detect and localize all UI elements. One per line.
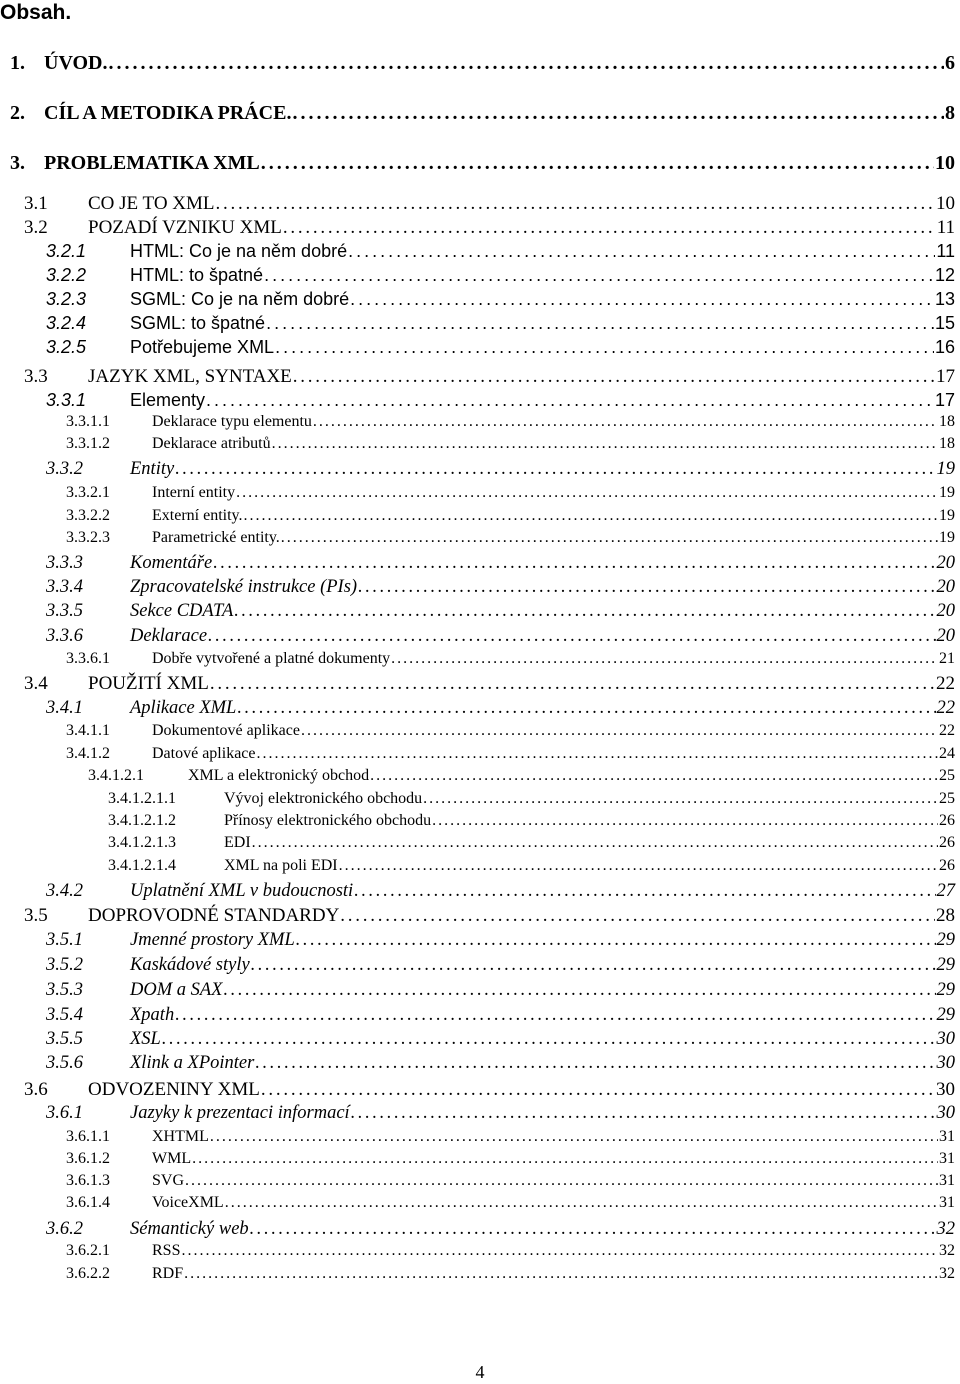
toc-entry-title: DOM a SAX xyxy=(130,980,223,1000)
toc-dot-leader xyxy=(301,722,938,740)
toc-entry[interactable] xyxy=(46,930,955,951)
page-title: Obsah. xyxy=(0,1,72,24)
toc-entry-title: Jazyky k prezentaci informací xyxy=(130,1103,350,1123)
toc-entry-number: 3.4.1 xyxy=(46,698,83,718)
toc-entry[interactable] xyxy=(108,834,955,852)
toc-entry-page: 30 xyxy=(936,1079,955,1100)
toc-dot-leader xyxy=(292,102,944,125)
toc-entry[interactable] xyxy=(46,698,955,719)
toc-dot-leader xyxy=(348,241,935,262)
toc-entry-number: 3.3.4 xyxy=(46,577,83,597)
toc-entry-title: Aplikace XML xyxy=(130,698,237,718)
toc-entry-page: 16 xyxy=(934,337,955,357)
toc-entry-number: 3.2 xyxy=(24,217,48,238)
toc-entry-page: 20 xyxy=(936,553,955,573)
toc-entry-number: 3.6.1.1 xyxy=(66,1128,110,1145)
toc-dot-leader xyxy=(296,930,936,951)
toc-entry-page: 26 xyxy=(939,834,955,851)
toc-dot-leader xyxy=(255,1053,935,1074)
toc-entry-number: 3.6.2 xyxy=(46,1219,83,1239)
toc-entry-title: SGML: to špatné xyxy=(130,313,266,333)
toc-entry-number: 3.3.2 xyxy=(46,459,83,479)
toc-entry[interactable] xyxy=(46,1053,955,1074)
toc-entry-title: Interní entity xyxy=(152,484,236,501)
toc-dot-leader xyxy=(162,1029,936,1050)
toc-entry-number: 3.3 xyxy=(24,366,48,387)
toc-entry-title: Přínosy elektronického obchodu xyxy=(224,812,432,829)
toc-entry-number: 3.5.3 xyxy=(46,980,83,1000)
toc-entry-number: 3.6.2.1 xyxy=(66,1242,110,1259)
toc-dot-leader xyxy=(184,1265,938,1283)
toc-entry-page: 13 xyxy=(934,289,955,309)
toc-entry-title: HTML: to špatné xyxy=(130,265,264,285)
toc-entry[interactable] xyxy=(66,529,955,547)
toc-entry[interactable] xyxy=(24,673,955,695)
toc-entry[interactable] xyxy=(46,955,955,976)
toc-entry-number: 3.4.1.2.1.2 xyxy=(108,812,176,829)
toc-entry-number: 3.4.1.2.1.1 xyxy=(108,790,176,807)
toc-dot-leader xyxy=(339,857,938,875)
toc-entry-number: 3.3.1.2 xyxy=(66,435,110,452)
toc-dot-leader xyxy=(272,435,938,453)
toc-entry-title: Deklarace xyxy=(130,626,208,646)
toc-entry-number: 3.5.2 xyxy=(46,955,83,975)
toc-entry-page: 30 xyxy=(936,1029,955,1049)
toc-entry-title: RDF xyxy=(152,1265,184,1282)
toc-dot-leader xyxy=(181,1242,938,1260)
toc-dot-leader xyxy=(109,52,945,75)
toc-dot-leader xyxy=(293,366,935,388)
toc-entry-number: 3.3.6.1 xyxy=(66,650,110,667)
toc-entry-page: 32 xyxy=(939,1242,955,1259)
toc-entry-number: 3.4.1.2.1.3 xyxy=(108,834,176,851)
toc-entry-title: Deklarace atributů xyxy=(152,435,271,452)
toc-entry-title: Vývoj elektronického obchodu xyxy=(224,790,423,807)
toc-entry-number: 3.4.2 xyxy=(46,881,83,901)
toc-entry-page: 17 xyxy=(934,390,955,410)
toc-entry-number: 3.6 xyxy=(24,1079,48,1100)
toc-entry-page: 22 xyxy=(936,698,955,718)
toc-entry-page: 10 xyxy=(935,152,955,174)
toc-entry[interactable] xyxy=(10,102,955,125)
toc-entry[interactable] xyxy=(66,1128,955,1146)
toc-entry[interactable] xyxy=(24,1079,955,1101)
toc-entry[interactable] xyxy=(66,484,955,502)
toc-dot-leader xyxy=(210,673,935,695)
toc-entry-number: 3.2.5 xyxy=(46,337,87,357)
toc-entry-title: Dobře vytvořené a platné dokumenty xyxy=(152,650,391,667)
toc-entry-page: 8 xyxy=(945,102,955,124)
toc-entry-page: 25 xyxy=(939,790,955,807)
toc-entry-title: Uplatnění XML v budoucnosti xyxy=(130,881,354,901)
toc-entry-title: XHTML xyxy=(152,1128,209,1145)
toc-entry[interactable] xyxy=(46,337,955,358)
toc-dot-leader xyxy=(236,484,938,502)
toc-entry-number: 3.5.1 xyxy=(46,930,83,950)
toc-entry-page: 26 xyxy=(939,857,955,874)
toc-dot-leader xyxy=(213,553,935,574)
toc-entry-number: 3.2.1 xyxy=(46,241,87,261)
toc-entry[interactable] xyxy=(108,857,955,875)
toc-entry-number: 3.3.2.1 xyxy=(66,484,110,501)
toc-entry[interactable] xyxy=(46,626,955,647)
toc-entry[interactable] xyxy=(24,217,955,239)
toc-dot-leader xyxy=(266,313,934,334)
toc-dot-leader xyxy=(208,626,935,647)
toc-entry-title: Elementy xyxy=(130,390,206,410)
toc-entry-page: 19 xyxy=(939,529,955,546)
toc-dot-leader xyxy=(275,337,934,358)
toc-entry-page: 12 xyxy=(934,265,955,285)
toc-dot-leader xyxy=(225,1194,938,1212)
toc-entry-number: 3.5.6 xyxy=(46,1053,83,1073)
toc-entry[interactable] xyxy=(10,52,955,75)
toc-dot-leader xyxy=(370,767,938,785)
toc-entry-number: 3.6.2.2 xyxy=(66,1265,110,1282)
toc-dot-leader xyxy=(313,413,938,431)
toc-entry[interactable] xyxy=(24,193,955,215)
toc-entry-page: 10 xyxy=(936,193,955,214)
toc-entry-title: DOPROVODNÉ STANDARDY xyxy=(88,905,340,926)
toc-entry-number: 3.2.3 xyxy=(46,289,87,309)
toc-dot-leader xyxy=(210,1128,938,1146)
toc-entry[interactable] xyxy=(66,507,955,525)
toc-entry-number: 3.6.1.4 xyxy=(66,1194,110,1211)
toc-entry-page: 18 xyxy=(939,435,955,452)
toc-entry-title: ODVOZENINY XML xyxy=(88,1079,260,1100)
toc-entry-page: 17 xyxy=(936,366,955,387)
toc-entry[interactable] xyxy=(46,241,955,262)
toc-entry-title: Parametrické entity. xyxy=(152,529,280,546)
toc-entry-page: 22 xyxy=(939,722,955,739)
toc-entry-page: 31 xyxy=(939,1150,955,1167)
toc-entry-title: Potřebujeme XML xyxy=(130,337,275,357)
toc-dot-leader xyxy=(223,980,935,1001)
toc-entry-title: SVG xyxy=(152,1172,185,1189)
toc-entry-title: POZADÍ VZNIKU XML xyxy=(88,217,282,238)
toc-dot-leader xyxy=(340,905,935,927)
toc-dot-leader xyxy=(252,834,938,852)
toc-entry-title: XML na poli EDI xyxy=(224,857,338,874)
toc-entry-title: RSS xyxy=(152,1242,181,1259)
toc-entry-title: Kaskádové styly xyxy=(130,955,250,975)
toc-entry-number: 3.2.4 xyxy=(46,313,87,333)
toc-entry[interactable] xyxy=(46,881,955,902)
toc-entry-title: EDI xyxy=(224,834,251,851)
toc-entry-title: VoiceXML xyxy=(152,1194,224,1211)
toc-entry-number: 3.3.2.3 xyxy=(66,529,110,546)
toc-entry-page: 19 xyxy=(939,507,955,524)
toc-dot-leader xyxy=(250,1219,936,1240)
toc-entry[interactable] xyxy=(66,1265,955,1283)
toc-entry-page: 6 xyxy=(945,52,955,74)
toc-entry-title: Sémantický web xyxy=(130,1219,249,1239)
toc-entry-page: 28 xyxy=(936,905,955,926)
toc-entry[interactable] xyxy=(66,1242,955,1260)
toc-entry[interactable] xyxy=(66,1172,955,1190)
toc-entry[interactable] xyxy=(66,435,955,453)
toc-entry[interactable] xyxy=(46,601,955,622)
toc-entry-number: 3.3.5 xyxy=(46,601,83,621)
toc-dot-leader xyxy=(234,601,935,622)
toc-entry[interactable] xyxy=(88,767,955,785)
toc-entry[interactable] xyxy=(108,790,955,808)
toc-entry[interactable] xyxy=(46,577,955,598)
toc-entry[interactable] xyxy=(46,390,955,411)
toc-entry[interactable] xyxy=(46,289,955,310)
toc-entry[interactable] xyxy=(10,152,955,175)
toc-entry-title: POUŽITÍ XML xyxy=(88,673,209,694)
toc-entry[interactable] xyxy=(24,366,955,388)
toc-entry-number: 3.3.6 xyxy=(46,626,83,646)
toc-entry-page: 22 xyxy=(936,673,955,694)
toc-entry-page: 19 xyxy=(936,459,955,479)
toc-entry-number: 3.5 xyxy=(24,905,48,926)
toc-entry-number: 3.4.1.1 xyxy=(66,722,110,739)
toc-entry[interactable] xyxy=(46,313,955,334)
toc-entry-page: 31 xyxy=(939,1128,955,1145)
toc-entry-title: ÚVOD. xyxy=(44,52,108,74)
toc-entry-number: 3.5.5 xyxy=(46,1029,83,1049)
toc-dot-leader xyxy=(391,650,938,668)
toc-dot-leader xyxy=(192,1150,938,1168)
page-number: 4 xyxy=(475,1362,485,1382)
toc-entry[interactable] xyxy=(46,1005,955,1026)
toc-entry[interactable] xyxy=(66,413,955,431)
toc-dot-leader xyxy=(237,698,935,719)
toc-entry[interactable] xyxy=(108,812,955,830)
toc-entry-page: 20 xyxy=(936,601,955,621)
toc-entry-number: 3.4.1.2.1.4 xyxy=(108,857,176,874)
toc-entry[interactable] xyxy=(46,265,955,286)
toc-entry-title: Datové aplikace xyxy=(152,745,256,762)
toc-entry-number: 3.3.2.2 xyxy=(66,507,110,524)
toc-entry-page: 29 xyxy=(936,930,955,950)
toc-entry-title: Komentáře xyxy=(130,553,213,573)
toc-entry-title: Sekce CDATA xyxy=(130,601,234,621)
toc-entry-page: 20 xyxy=(936,626,955,646)
toc-entry-page: 31 xyxy=(939,1172,955,1189)
toc-entry-page: 11 xyxy=(936,241,955,261)
toc-entry-title: Xpath xyxy=(130,1005,175,1025)
toc-entry-page: 15 xyxy=(934,313,955,333)
toc-entry-page: 29 xyxy=(936,980,955,1000)
toc-entry-page: 26 xyxy=(939,812,955,829)
toc-entry-number: 1. xyxy=(10,52,25,74)
toc-entry-title: Deklarace typu elementu xyxy=(152,413,312,430)
toc-dot-leader xyxy=(354,881,935,902)
toc-entry-number: 2. xyxy=(10,102,25,124)
toc-entry-title: Entity xyxy=(130,459,175,479)
toc-dot-leader xyxy=(283,217,936,239)
toc-dot-leader xyxy=(185,1172,938,1190)
toc-entry-page: 29 xyxy=(936,1005,955,1025)
toc-entry-title: SGML: Co je na něm dobré xyxy=(130,289,350,309)
toc-dot-leader xyxy=(206,390,934,411)
toc-entry[interactable] xyxy=(66,722,955,740)
toc-dot-leader xyxy=(281,529,938,547)
toc-entry-number: 3. xyxy=(10,152,25,174)
toc-entry-number: 3.4.1.2 xyxy=(66,745,110,762)
toc-dot-leader xyxy=(251,955,936,976)
toc-entry-title: XSL xyxy=(130,1029,161,1049)
toc-dot-leader xyxy=(175,1005,935,1026)
toc-dot-leader xyxy=(261,152,934,175)
toc-entry-title: JAZYK XML, SYNTAXE xyxy=(88,366,292,387)
toc-entry-page: 20 xyxy=(936,577,955,597)
toc-entry-page: 19 xyxy=(939,484,955,501)
toc-entry[interactable] xyxy=(46,980,955,1001)
toc-entry[interactable] xyxy=(66,650,955,668)
toc-entry-title: CÍL A METODIKA PRÁCE. xyxy=(44,102,292,124)
toc-entry-number: 3.6.1.2 xyxy=(66,1150,110,1167)
toc-entry-page: 29 xyxy=(936,955,955,975)
toc-entry[interactable] xyxy=(46,1103,955,1124)
toc-entry[interactable] xyxy=(46,1029,955,1050)
toc-entry[interactable] xyxy=(46,459,955,480)
toc-entry[interactable] xyxy=(66,1194,955,1212)
toc-entry-title: HTML: Co je na něm dobré xyxy=(130,241,348,261)
toc-dot-leader xyxy=(261,1079,935,1101)
toc-dot-leader xyxy=(350,289,934,310)
toc-entry-page: 11 xyxy=(936,217,955,238)
toc-entry-title: CO JE TO XML xyxy=(88,193,215,214)
toc-entry-title: Jmenné prostory XML xyxy=(130,930,295,950)
toc-entry-page: 32 xyxy=(939,1265,955,1282)
toc-dot-leader xyxy=(244,507,939,525)
toc-entry-number: 3.1 xyxy=(24,193,48,214)
toc-entry-title: Dokumentové aplikace xyxy=(152,722,300,739)
toc-dot-leader xyxy=(432,812,938,830)
toc-dot-leader xyxy=(257,745,939,763)
toc-dot-leader xyxy=(216,193,935,215)
toc-entry-page: 31 xyxy=(939,1194,955,1211)
toc-entry-title: Externí entity. xyxy=(152,507,243,524)
toc-entry-number: 3.2.2 xyxy=(46,265,87,285)
toc-entry-number: 3.4.1.2.1 xyxy=(88,767,144,784)
toc-entry-number: 3.4 xyxy=(24,673,48,694)
toc-entry-title: XML a elektronický obchod xyxy=(188,767,370,784)
toc-entry-number: 3.6.1.3 xyxy=(66,1172,110,1189)
toc-entry[interactable] xyxy=(46,553,955,574)
toc-entry-page: 18 xyxy=(939,413,955,430)
toc-dot-leader xyxy=(264,265,934,286)
toc-dot-leader xyxy=(423,790,938,808)
toc-entry[interactable] xyxy=(46,1219,955,1240)
toc-dot-leader xyxy=(358,577,935,598)
toc-entry-number: 3.3.1.1 xyxy=(66,413,110,430)
toc-entry-page: 21 xyxy=(939,650,955,667)
toc-entry-title: PROBLEMATIKA XML xyxy=(44,152,260,174)
toc-entry-number: 3.3.3 xyxy=(46,553,83,573)
toc-entry-title: Xlink a XPointer xyxy=(130,1053,255,1073)
toc-entry-number: 3.3.1 xyxy=(46,390,87,410)
toc-dot-leader xyxy=(175,459,935,480)
toc-entry-page: 30 xyxy=(936,1053,955,1073)
toc-entry-page: 24 xyxy=(939,745,955,762)
toc-entry-page: 27 xyxy=(936,881,955,901)
toc-entry-page: 30 xyxy=(936,1103,955,1123)
toc-entry-page: 25 xyxy=(939,767,955,784)
toc-entry-page: 32 xyxy=(936,1219,955,1239)
toc-entry-number: 3.6.1 xyxy=(46,1103,83,1123)
toc-entry[interactable] xyxy=(24,905,955,927)
toc-entry-title: WML xyxy=(152,1150,192,1167)
toc-entry[interactable] xyxy=(66,745,955,763)
toc-entry-number: 3.5.4 xyxy=(46,1005,83,1025)
toc-entry-title: Zpracovatelské instrukce (PIs) xyxy=(130,577,358,597)
toc-entry[interactable] xyxy=(66,1150,955,1168)
toc-dot-leader xyxy=(351,1103,936,1124)
